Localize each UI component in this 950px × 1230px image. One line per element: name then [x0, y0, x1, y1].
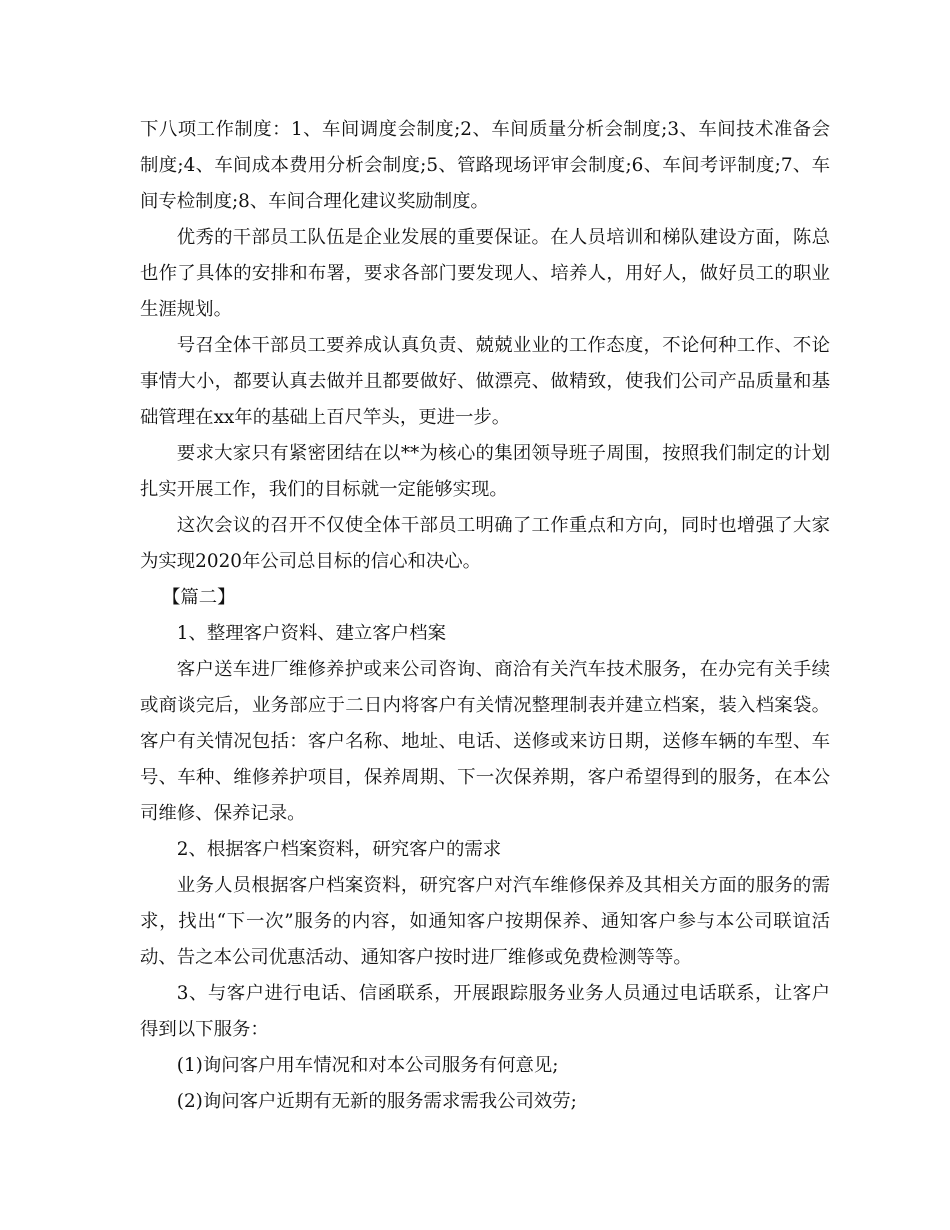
- document-page: [140, 112, 830, 1120]
- section-heading-part-two: 【篇二】: [162, 587, 236, 608]
- paragraph-staff-training: 优秀的干部员工队伍是企业发展的重要保证。在人员培训和梯队建设方面，陈总也作了具体的安排和布署，要求各部门要发现人、培养人，用好人，做好员工的职业生涯规划。: [140, 227, 830, 320]
- list-item-heading-3: 3、与客户进行电话、信函联系，开展跟踪服务业务人员通过电话联系，让客户得到以下服务：: [140, 983, 830, 1040]
- sub-item-1: (1)询问客户用车情况和对本公司服务有何意见;: [176, 1055, 559, 1076]
- paragraph-customer-needs: 业务人员根据客户档案资料，研究客户对汽车维修保养及其相关方面的服务的需求，找出“下一次”服务的内容，如通知客户按期保养、通知客户参与本公司联谊活动、告之本公司优惠活动、通知客户按时进厂维修或免费检测等等。: [140, 875, 830, 968]
- sub-item-2: (2)询问客户近期有无新的服务需求需我公司效劳;: [176, 1091, 577, 1112]
- paragraph-customer-archive: 客户送车进厂维修养护或来公司咨询、商洽有关汽车技术服务，在办完有关手续或商谈完后，业务部应于二日内将客户有关情况整理制表并建立档案，装入档案袋。客户有关情况包括：客户名称、地址、电话、送修或来访日期，送修车辆的车型、车号、车种、维修养护项目，保养周期、下一次保养期，客户希望得到的服务，在本公司维修、保养记录。: [140, 659, 830, 824]
- paragraph-work-attitude: 号召全体干部员工要养成认真负责、兢兢业业的工作态度，不论何种工作、不论事情大小，都要认真去做并且都要做好、做漂亮、做精致，使我们公司产品质量和基础管理在xx年的基础上百尺竿头，更进一步。: [140, 335, 830, 428]
- paragraph-work-systems: 下八项工作制度：1、车间调度会制度;2、车间质量分析会制度;3、车间技术准备会制度;4、车间成本费用分析会制度;5、管路现场评审会制度;6、车间考评制度;7、车间专检制度;8、车间合理化建议奖励制度。: [140, 119, 830, 212]
- list-item-heading-1: 1、整理客户资料、建立客户档案: [176, 623, 446, 644]
- list-item-heading-2: 2、根据客户档案资料，研究客户的需求: [176, 839, 502, 860]
- paragraph-unity: 要求大家只有紧密团结在以**为核心的集团领导班子周围，按照我们制定的计划扎实开展工作，我们的目标就一定能够实现。: [140, 443, 830, 500]
- paragraph-meeting-summary: 这次会议的召开不仅使全体干部员工明确了工作重点和方向，同时也增强了大家为实现2020年公司总目标的信心和决心。: [140, 515, 830, 572]
